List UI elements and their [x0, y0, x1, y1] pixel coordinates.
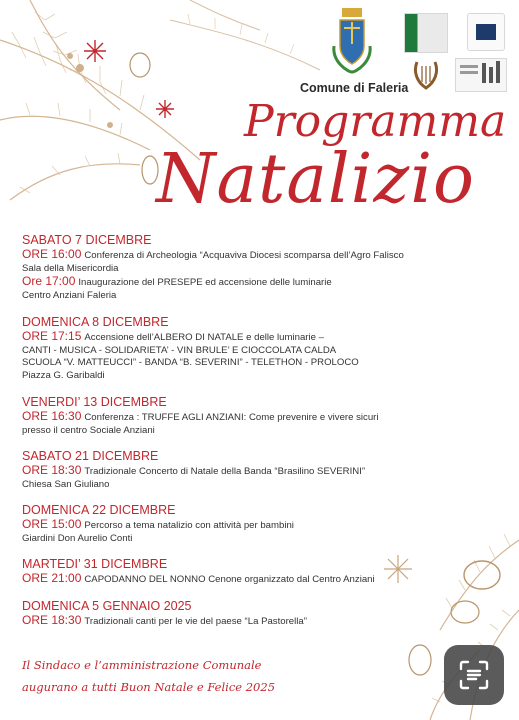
event-time: Ore 17:00 — [22, 274, 76, 288]
event-place: Centro Anziani Faleria — [22, 289, 117, 301]
event-time: ORE 16:00 — [22, 247, 82, 261]
scan-text-button[interactable] — [444, 645, 504, 705]
pine-branch-decoration-top-right — [170, 0, 330, 80]
comune-coat-of-arms-icon — [330, 6, 374, 76]
event-entry — [22, 614, 462, 629]
event-text: Tradizionali canti per le vie del paese “La Pastorella” — [84, 615, 307, 627]
event-entry — [22, 518, 462, 533]
day-block — [22, 599, 462, 629]
event-entry — [22, 275, 462, 290]
title-line-1: Programma — [244, 96, 507, 147]
day-title: SABATO 21 DICEMBRE — [22, 449, 159, 463]
program-list — [22, 233, 462, 628]
band-lyre-logo-icon — [411, 58, 441, 92]
greeting-footer — [22, 654, 352, 698]
day-block — [22, 557, 462, 587]
event-text: Accensione dell’ALBERO DI NATALE e delle luminarie – — [84, 332, 324, 343]
event-entry — [22, 464, 462, 479]
day-title: MARTEDI’ 31 DICEMBRE — [22, 557, 168, 571]
scan-text-icon — [458, 659, 490, 691]
day-block — [22, 315, 462, 382]
event-place: presso il centro Sociale Anziani — [22, 424, 155, 436]
logo-badge-green-icon — [404, 13, 448, 53]
event-text: CAPODANNO DEL NONNO Cenone organizzato dal Centro Anziani — [84, 574, 375, 585]
event-text: Inaugurazione del PRESEPE ed accensione delle luminarie — [78, 277, 332, 288]
greeting-line-2: augurano a tutti Buon Natale e Felice 2025 — [22, 680, 276, 694]
day-block — [22, 449, 462, 491]
day-block — [22, 395, 462, 437]
event-text: Percorso a tema natalizio con attività per bambini — [84, 520, 294, 531]
day-title: DOMENICA 5 GENNAIO 2025 — [22, 598, 192, 613]
event-place: Piazza G. Garibaldi — [22, 369, 105, 381]
day-block — [22, 503, 462, 545]
event-time: ORE 15:00 — [22, 517, 82, 531]
event-detail: SCUOLA “V. MATTEUCCI” - BANDA “B. SEVERINI” - TELETHON - PROLOCO — [22, 357, 359, 368]
event-detail: CANTI - MUSICA - SOLIDARIETA’ - VIN BRULE’ E CIOCCOLATA CALDA — [22, 344, 337, 356]
event-time: ORE 18:30 — [22, 612, 82, 627]
event-time: ORE 16:30 — [22, 409, 82, 423]
day-title: VENERDI’ 13 DICEMBRE — [22, 395, 167, 409]
event-entry — [22, 248, 462, 263]
day-title: DOMENICA 8 DICEMBRE — [22, 315, 169, 329]
event-place: Sala della Misericordia — [22, 262, 119, 274]
event-time: ORE 18:30 — [22, 463, 82, 477]
event-text: Conferenza di Archeologia “Acquaviva Diocesi scomparsa dell’Agro Falisco — [84, 250, 404, 261]
logo-centro-sociale-icon — [455, 58, 507, 92]
event-entry — [22, 330, 462, 345]
event-entry — [22, 572, 462, 587]
event-text: Conferenza : TRUFFE AGLI ANZIANI: Come prevenire e vivere sicuri — [84, 412, 379, 423]
logo-proloco-icon — [467, 13, 505, 51]
comune-name: Comune di Faleria — [300, 81, 409, 95]
day-block — [22, 233, 462, 302]
event-place: Giardini Don Aurelio Conti — [22, 532, 133, 544]
greeting-line-1: Il Sindaco e l’amministrazione Comunale — [22, 658, 262, 672]
day-title: DOMENICA 22 DICEMBRE — [22, 503, 176, 517]
event-entry — [22, 410, 462, 425]
day-title: SABATO 7 DICEMBRE — [22, 233, 152, 247]
event-place: Chiesa San Giuliano — [22, 478, 110, 490]
event-time: ORE 17:15 — [22, 329, 82, 343]
event-time: ORE 21:00 — [22, 571, 82, 585]
event-text: Tradizionale Concerto di Natale della Banda “Brasilino SEVERINI” — [84, 466, 366, 477]
title-line-2: Natalizio — [156, 140, 475, 219]
